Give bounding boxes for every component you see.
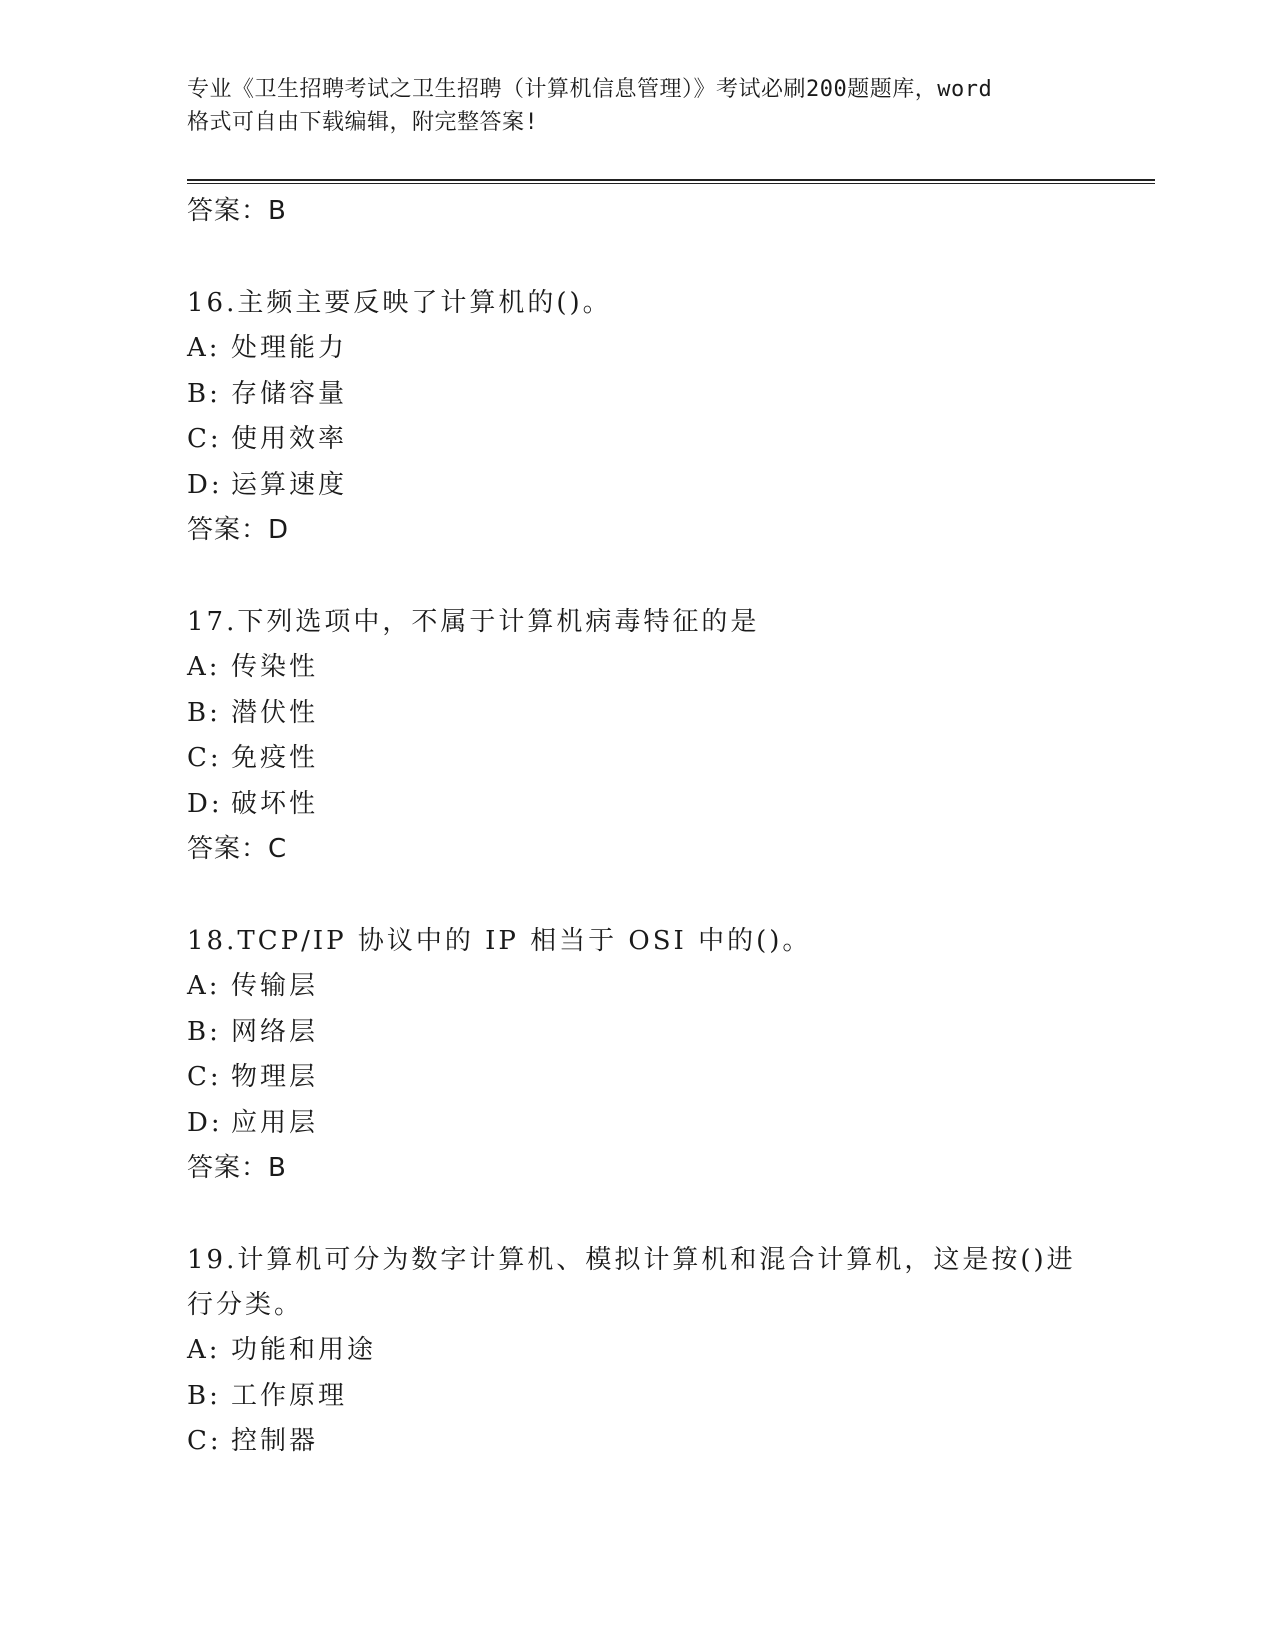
previous-answer: 答案：B bbox=[187, 196, 287, 226]
question-block-16 bbox=[187, 281, 1147, 553]
option-text: 破坏性 bbox=[231, 788, 319, 819]
option-a bbox=[187, 964, 1147, 1010]
option-d bbox=[187, 1101, 1147, 1147]
question-block-18 bbox=[187, 919, 1147, 1191]
option-text: 处理能力 bbox=[231, 333, 348, 363]
header-divider bbox=[187, 179, 1155, 184]
question-stem: 18.TCP/IP 协议中的 IP 相当于 OSI 中的()。 bbox=[187, 926, 812, 956]
question-stem: 16.主频主要反映了计算机的()。 bbox=[187, 288, 612, 318]
option-text: 免疫性 bbox=[231, 743, 319, 773]
option-c bbox=[187, 1419, 1147, 1465]
question-list bbox=[187, 189, 1147, 1465]
header-line-1: 专业《卫生招聘考试之卫生招聘（计算机信息管理）》考试必刷200题题库，word bbox=[187, 77, 993, 102]
option-text: 使用效率 bbox=[231, 424, 348, 454]
option-key: D: bbox=[187, 469, 223, 500]
header-line-2: 格式可自由下载编辑，附完整答案! bbox=[187, 110, 539, 135]
option-a bbox=[187, 326, 1147, 372]
option-b bbox=[187, 691, 1147, 737]
question-block-19 bbox=[187, 1238, 1147, 1465]
option-key: B: bbox=[187, 1380, 221, 1411]
option-d bbox=[187, 782, 1147, 828]
option-text: 传染性 bbox=[231, 652, 319, 682]
option-key: A: bbox=[187, 652, 221, 682]
option-key: A: bbox=[187, 971, 221, 1001]
option-key: C: bbox=[187, 743, 222, 773]
option-c bbox=[187, 417, 1147, 463]
option-key: D: bbox=[187, 788, 223, 819]
question-block-17 bbox=[187, 600, 1147, 872]
option-key: D: bbox=[187, 1107, 223, 1138]
option-key: A: bbox=[187, 1335, 221, 1365]
option-key: B: bbox=[187, 1016, 221, 1047]
answer-line: 答案：D bbox=[187, 515, 290, 545]
option-key: C: bbox=[187, 424, 222, 454]
answer-line: 答案：C bbox=[187, 834, 288, 864]
option-text: 物理层 bbox=[231, 1062, 319, 1092]
option-text: 功能和用途 bbox=[231, 1335, 377, 1365]
option-text: 潜伏性 bbox=[231, 697, 319, 728]
option-text: 运算速度 bbox=[231, 469, 348, 500]
question-stem: 17.下列选项中，不属于计算机病毒特征的是 bbox=[187, 607, 760, 637]
spacer bbox=[187, 553, 1147, 600]
option-text: 应用层 bbox=[231, 1107, 319, 1138]
option-text: 控制器 bbox=[231, 1426, 319, 1456]
option-key: A: bbox=[187, 333, 221, 363]
document-header bbox=[187, 73, 1067, 139]
option-key: C: bbox=[187, 1062, 222, 1092]
spacer bbox=[187, 234, 1147, 281]
option-c bbox=[187, 736, 1147, 782]
option-b bbox=[187, 1010, 1147, 1056]
option-key: B: bbox=[187, 378, 221, 409]
answer-line: 答案：B bbox=[187, 1153, 287, 1183]
option-a bbox=[187, 1328, 1147, 1374]
option-text: 网络层 bbox=[231, 1016, 319, 1047]
option-d bbox=[187, 463, 1147, 509]
option-b bbox=[187, 372, 1147, 418]
option-b bbox=[187, 1374, 1147, 1420]
spacer bbox=[187, 872, 1147, 919]
question-stem: 19.计算机可分为数字计算机、模拟计算机和混合计算机，这是按()进行分类。 bbox=[187, 1245, 1076, 1320]
option-text: 工作原理 bbox=[231, 1380, 348, 1411]
option-key: C: bbox=[187, 1426, 222, 1456]
option-a bbox=[187, 645, 1147, 691]
option-c bbox=[187, 1055, 1147, 1101]
option-text: 存储容量 bbox=[231, 378, 348, 409]
option-text: 传输层 bbox=[231, 971, 319, 1001]
option-key: B: bbox=[187, 697, 221, 728]
spacer bbox=[187, 1191, 1147, 1238]
